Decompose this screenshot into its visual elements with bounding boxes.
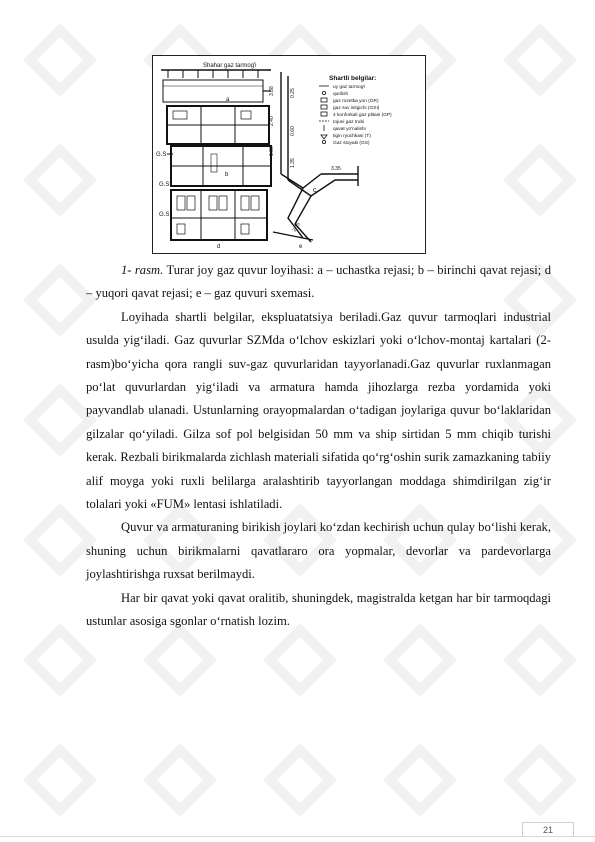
legend-item: gaz suv isitgichi (GSI) [333,106,380,111]
label-e: e [299,244,303,250]
city-network-label: Shahar gaz tarmog'i [203,63,257,69]
label-gs3: G.S [159,182,170,188]
legend-item: qavat yo'nalishi [333,127,366,132]
legend-item: gaz rozetka yon (GR) [333,99,379,104]
svg-text:2.15: 2.15 [291,221,302,233]
gas-pipe-drawing [153,56,425,253]
label-gs2: G.S [159,212,170,218]
gas-pipe-figure [152,55,426,254]
paragraph-3: Har bir qavat yoki qavat oralitib, shuningdek, magistralda ketgan har bir tarmoqdagi ustunlar asosiga sgonlar o‘rnatish lozim. [86,590,551,629]
legend-item: Gaz stoyaki (GS) [333,141,370,146]
svg-text:3.88: 3.88 [269,86,275,96]
paragraph-1: Loyihada shartli belgilar, ekspluatatsiya beriladi.Gaz quvur tarmoqlari industrial usulda yig‘iladi. Gaz quvurlar SZMda o‘lchov eskizlari yoki o‘lchov-montaj kartalari (2- rasm)bo‘yicha qora rangli suv-gaz quvurlaridan tayyorlanadi.Gaz quvurlar ruxlanmagan po‘lat quvurlardan yig‘iladi va armatura hamda jihozlarga rezba yordamida yoki payvandlab ulanadi. Ustunlarning orayopmalardan o‘tadigan joylariga quvur bo‘laklaridan gilzalar qo‘yiladi. Gilza sof pol belgisidan 50 mm va ship sirtidan 5 mm chiqib turishi kerak. Rezbali birikmalarda zichlash materiali sifatida qo‘rg‘oshin surik zamazkaning tabiiy alif moyga yoki ruxli belilarga aralashtirib tayyorlangan moddaga shimdirilgan zig‘ir tolalari yoki «FUM» lentasi ishlatiladi. [86,309,551,512]
label-d: d [217,244,221,250]
caption-label: 1- rasm. [121,263,164,277]
svg-text:2.40: 2.40 [269,116,275,126]
label-b: b [225,172,229,178]
legend-item: uy gaz tarmog'i [333,85,366,90]
paragraph-2: Quvur va armaturaning birikish joylari ko‘zdan kechirish uchun qulay bo‘lishi kerak, shuning uchun birikmalarni qavatlararo ora yopmalar, devorlar va pardevorlarga joylashtirishga ruxsat berilmaydi. [86,520,551,582]
legend-item: tigin ryuchkasi (T) [333,134,371,139]
label-gs1: G.S [156,152,167,158]
legend-item: tojuni gaz trubi [333,120,365,125]
svg-text:3.35: 3.35 [331,166,341,172]
footer-rule [0,836,595,837]
label-a: a [226,97,230,103]
caption-body: Turar joy gaz quvur loyihasi: a – uchastka rejasi; b – birinchi qavat rejasi; d – yuqori qavat rejasi; e – gaz quvuri sxemasi. [86,263,551,301]
svg-text:0.25: 0.25 [290,88,296,98]
legend-item: qurilish [333,92,349,97]
figure-caption [86,259,551,306]
page-number: 21 [522,822,574,837]
body-text [86,259,551,634]
svg-text:1.35: 1.35 [290,158,296,168]
legend-item: 4 konforkali gaz plitasi (GP) [333,113,392,118]
legend-title: Shartli belgilar: [329,75,377,82]
svg-text:1.80: 1.80 [269,146,275,156]
label-c: c [313,187,317,194]
svg-text:0.60: 0.60 [290,126,296,136]
